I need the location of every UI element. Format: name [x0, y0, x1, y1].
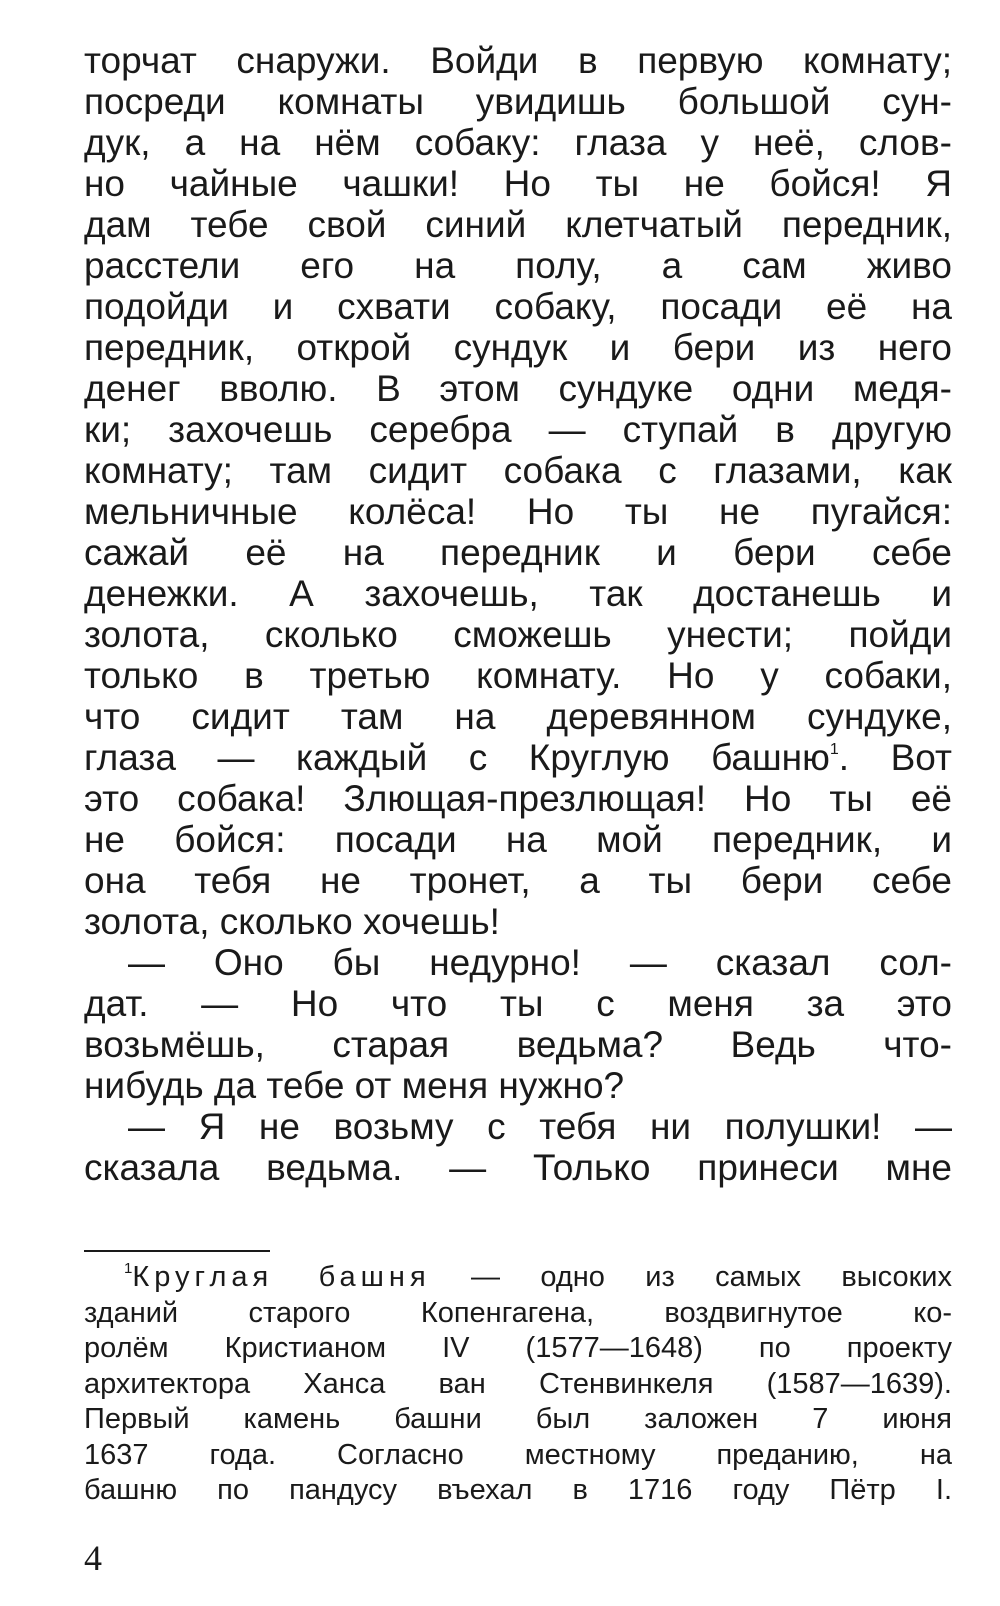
text-line: подойди и схвати собаку, посади её на: [84, 286, 952, 327]
footnote-line: архитектора Ханса ван Стенвинкеля (1587—1639).: [84, 1367, 952, 1400]
main-text: [84, 40, 952, 1188]
text-line: денег вволю. В этом сундуке одни медя-: [84, 368, 952, 409]
footnote-line: башню по пандусу въехал в 1716 году Пётр I.: [84, 1474, 952, 1506]
text-segment: — одно из самых высоких: [430, 1261, 952, 1293]
text-line: посреди комнаты увидишь большой сун-: [84, 81, 952, 122]
text-line: сажай её на передник и бери себе: [84, 532, 952, 573]
text-line: дук, а на нём собаку: глаза у неё, слов-: [84, 122, 952, 163]
text-line: — Оно бы недурно! — сказал сол-: [128, 942, 952, 983]
text-line: сказала ведьма. — Только принеси мне: [84, 1147, 952, 1188]
footnote: [84, 1260, 952, 1509]
text-line: нибудь да тебе от меня нужно?: [84, 1065, 625, 1106]
footnote-line: [84, 1260, 952, 1296]
text-line: передник, открой сундук и бери из него: [84, 327, 952, 368]
text-line: расстели его на полу, а сам живо: [84, 245, 952, 286]
footnote-marker: 1: [124, 1260, 133, 1277]
text-line-with-footnote-ref: [84, 737, 952, 778]
footnote-line: Первый камень башни был заложен 7 июня: [84, 1403, 952, 1435]
text-segment: . Вот: [838, 737, 952, 778]
text-line: торчат снаружи. Войди в первую комнату;: [84, 40, 952, 81]
text-line: она тебя не тронет, а ты бери себе: [84, 860, 952, 901]
footnote-line: 1637 года. Согласно местному преданию, на: [84, 1438, 952, 1471]
text-line: дам тебе свой синий клетчатый передник,: [84, 204, 952, 245]
text-line: что сидит там на деревянном сундуке,: [84, 696, 952, 737]
text-line: только в третью комнату. Но у собаки,: [84, 655, 952, 696]
text-line: — Я не возьму с тебя ни полушки! —: [128, 1106, 952, 1147]
page-number: 4: [84, 1538, 102, 1578]
footnote-reference: 1: [829, 741, 839, 758]
text-line: дат. — Но что ты с меня за это: [84, 983, 952, 1024]
text-line: золота, сколько хочешь!: [84, 901, 500, 942]
text-line: не бойся: посади на мой передник, и: [84, 819, 952, 860]
footnote-line: зданий старого Копенгагена, воздвигнутое ко-: [84, 1296, 952, 1329]
text-segment: глаза — каждый с Круглую башню: [84, 737, 830, 778]
footnote-divider: [84, 1250, 270, 1252]
footnote-term: Круглая башня: [132, 1261, 431, 1293]
text-line: возьмёшь, старая ведьма? Ведь что-: [84, 1024, 952, 1065]
text-line: денежки. А захочешь, так достанешь и: [84, 573, 952, 614]
text-line: золота, сколько сможешь унести; пойди: [84, 614, 952, 655]
text-line: мельничные колёса! Но ты не пугайся:: [84, 491, 952, 532]
text-line: ки; захочешь серебра — ступай в другую: [84, 409, 952, 450]
text-line: но чайные чашки! Но ты не бойся! Я: [84, 163, 952, 204]
footnote-line: ролём Кристианом IV (1577—1648) по проекту: [84, 1332, 952, 1364]
text-line: комнату; там сидит собака с глазами, как: [84, 450, 952, 491]
text-line: это собака! Злющая-презлющая! Но ты её: [84, 778, 952, 819]
